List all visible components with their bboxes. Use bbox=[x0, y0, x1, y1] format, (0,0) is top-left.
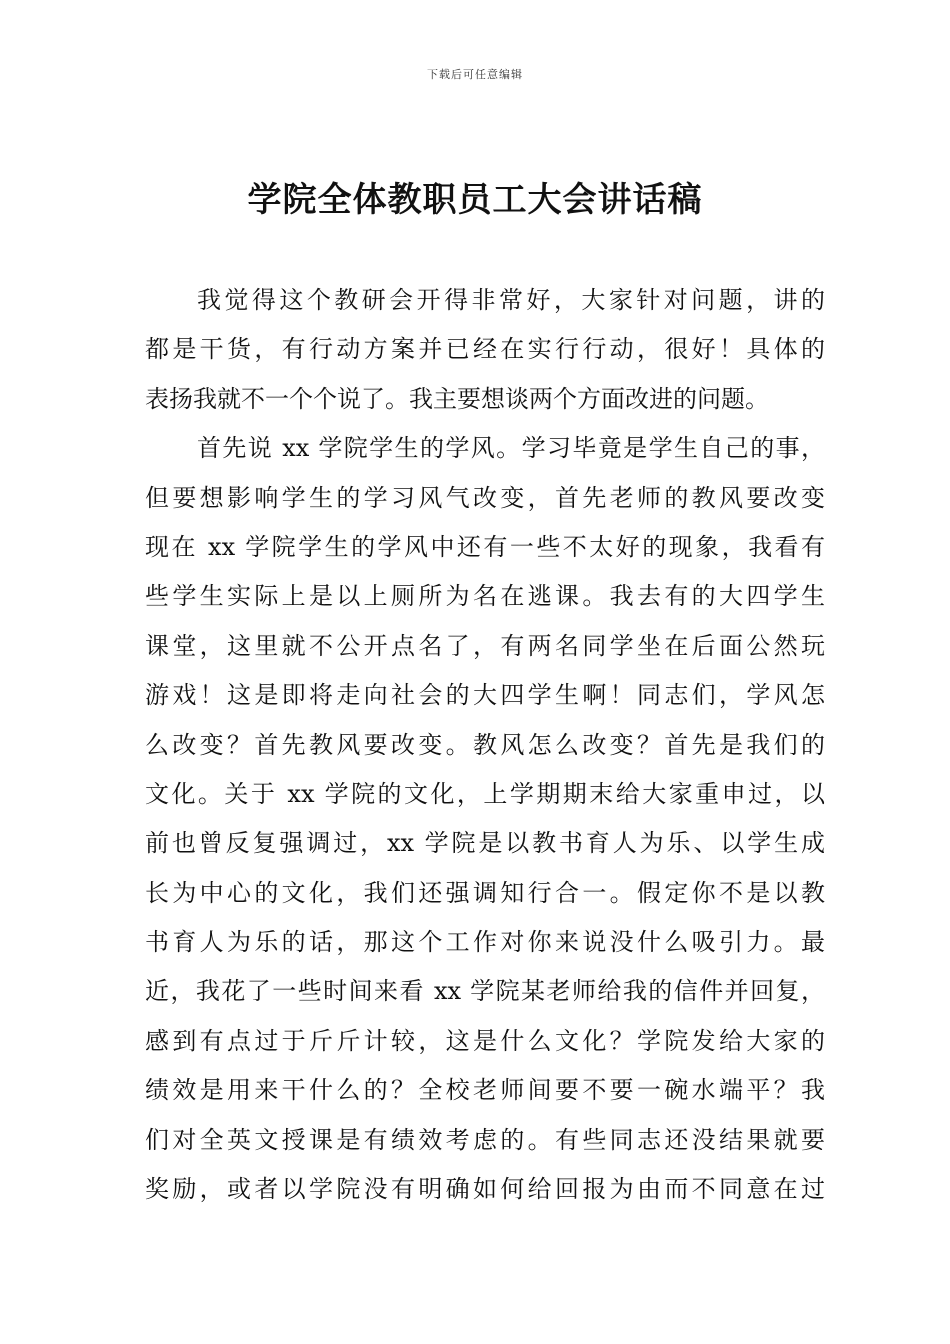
text-line: 感到有点过于斤斤计较，这是什么文化？学院发给大家的 bbox=[145, 1026, 825, 1055]
text-line: 近，我花了一些时间来看 xx 学院某老师给我的信件并回复， bbox=[145, 977, 825, 1006]
text-line: 长为中心的文化，我们还强调知行合一。假定你不是以教 bbox=[145, 878, 825, 907]
text-line: 绩效是用来干什么的？全校老师间要不要一碗水端平？我 bbox=[145, 1076, 825, 1105]
text-line: 么改变？首先教风要改变。教风怎么改变？首先是我们的 bbox=[145, 730, 825, 759]
text-line: 都是干货，有行动方案并已经在实行行动，很好！具体的 bbox=[145, 335, 825, 364]
text-line: 表扬我就不一个个说了。我主要想谈两个方面改进的问题。 bbox=[145, 384, 769, 413]
text-line: 但要想影响学生的学习风气改变，首先老师的教风要改变 bbox=[145, 483, 825, 512]
text-line: 我觉得这个教研会开得非常好，大家针对问题，讲的 bbox=[197, 286, 825, 314]
text-line: 奖励，或者以学院没有明确如何给回报为由而不同意在过 bbox=[145, 1175, 825, 1204]
text-line: 些学生实际上是以上厕所为名在逃课。我去有的大四学生 bbox=[145, 582, 825, 611]
text-line: 前也曾反复强调过，xx 学院是以教书育人为乐、以学生成 bbox=[145, 829, 825, 858]
text-line: 首先说 xx 学院学生的学风。学习毕竟是学生自己的事， bbox=[197, 434, 825, 463]
text-line: 文化。关于 xx 学院的文化，上学期期末给大家重申过，以 bbox=[145, 779, 825, 808]
page-title: 学院全体教职员工大会讲话稿 bbox=[247, 180, 703, 220]
text-line: 书育人为乐的话，那这个工作对你来说没什么吸引力。最 bbox=[145, 928, 825, 957]
text-line: 课堂，这里就不公开点名了，有两名同学坐在后面公然玩 bbox=[145, 631, 825, 660]
text-line: 们对全英文授课是有绩效考虑的。有些同志还没结果就要 bbox=[145, 1125, 825, 1154]
text-line: 现在 xx 学院学生的学风中还有一些不太好的现象，我看有 bbox=[145, 532, 825, 561]
header-note: 下载后可任意编辑 bbox=[427, 68, 523, 81]
body-text bbox=[145, 276, 825, 1214]
text-line: 游戏！这是即将走向社会的大四学生啊！同志们，学风怎 bbox=[145, 681, 825, 710]
